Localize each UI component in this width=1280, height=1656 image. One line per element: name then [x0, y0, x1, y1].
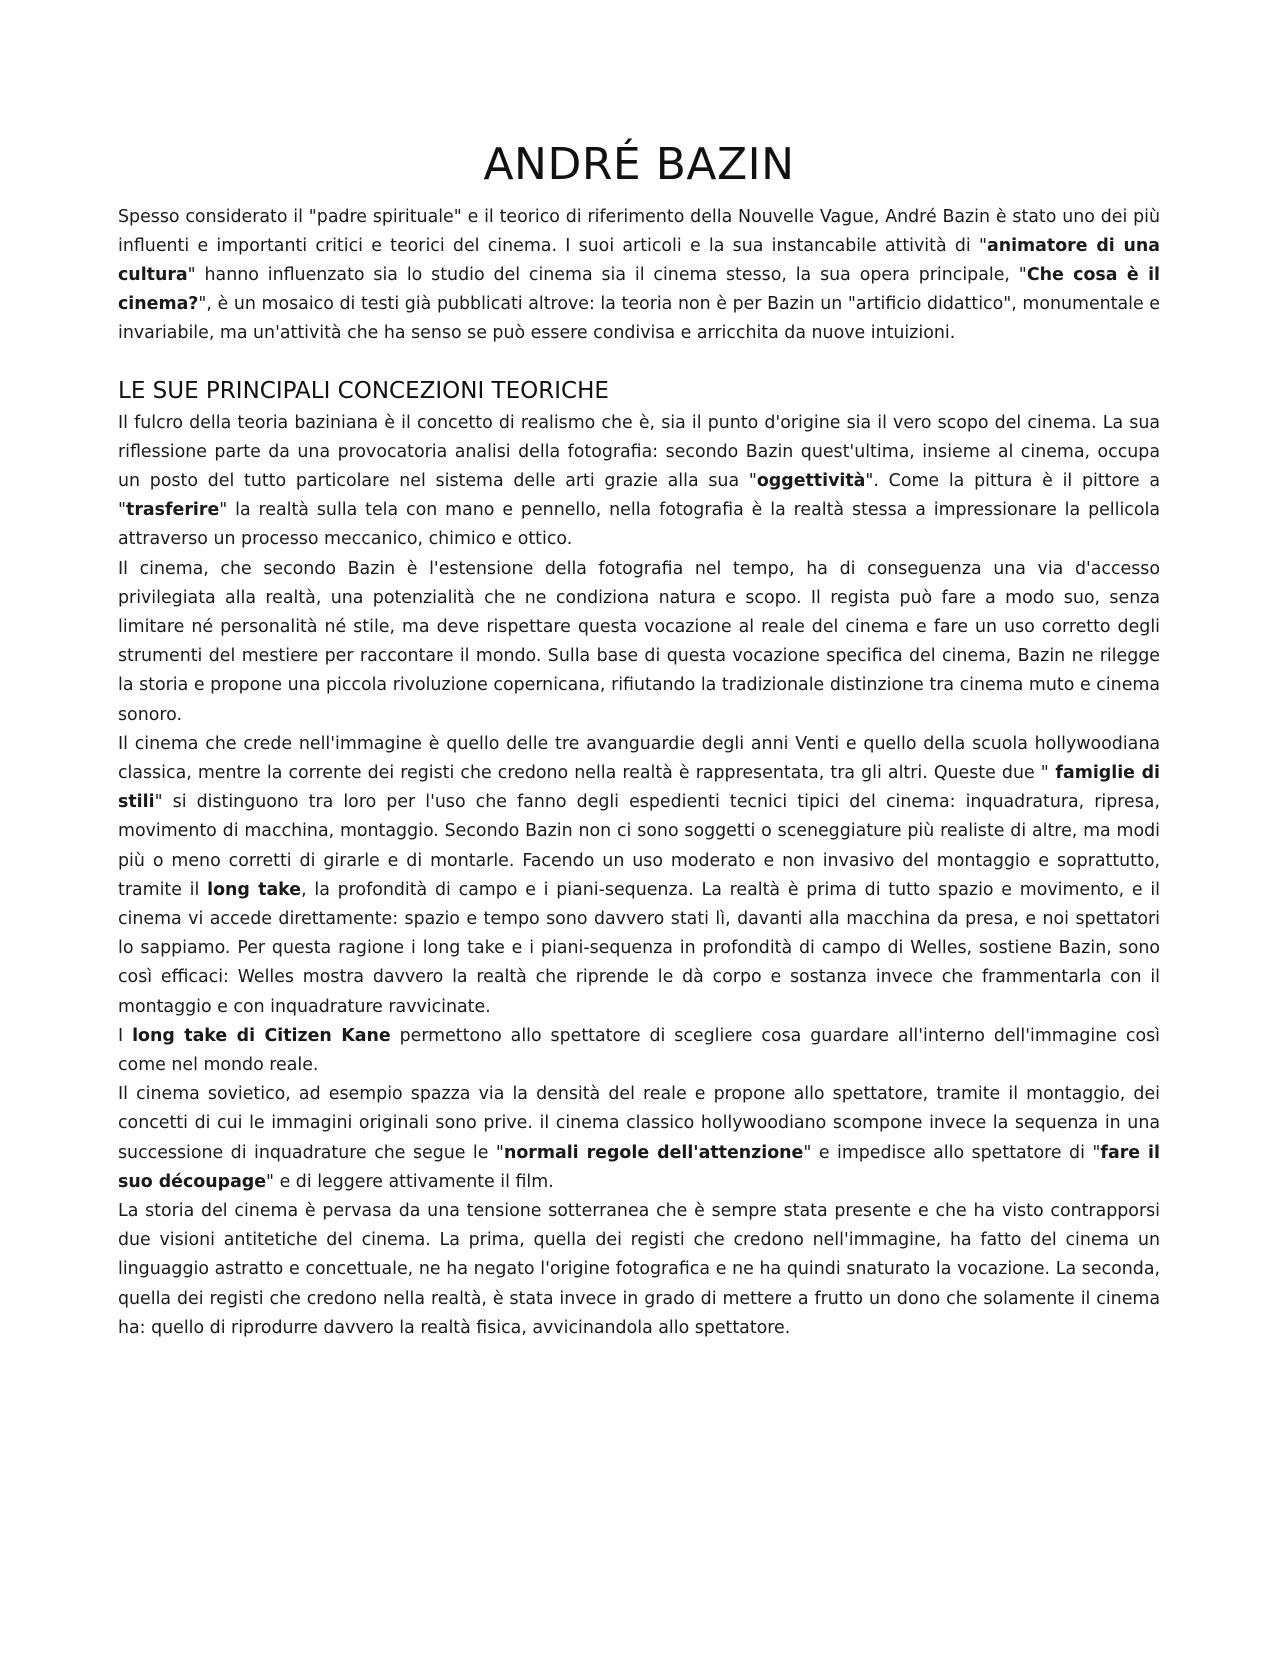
bold-phrase: fare il suo découpage — [118, 1142, 1160, 1192]
bold-phrase: oggettività — [756, 470, 866, 491]
text-run: , la profondità di campo e i piani-sequenza. La realtà è prima di tutto spazio e movimento, e il cinema vi accede direttamente: spazio e tempo sono davvero stati lì, davanti alla macchina da presa, e noi spettatori lo sappiamo. Per questa ragione i long take e i piani-sequenza in profondità di campo di Welles, sostiene Bazin, sono così efficaci: Welles mostra davvero la realtà che riprende le dà corpo e sostanza invece che frammentarla con il montaggio e con inquadrature ravvicinate. — [118, 879, 1160, 1017]
document-page — [118, 140, 1160, 1343]
bold-phrase: long take di Citizen Kane — [132, 1025, 391, 1046]
bold-phrase: normali regole dell'attenzione — [503, 1142, 804, 1163]
text-run: " e impedisce allo spettatore di " — [803, 1142, 1101, 1163]
text-run: Il cinema sovietico, ad esempio spazza via la densità del reale e propone allo spettatore, tramite il montaggio, dei concetti di cui le immagini originali sono prive. il cinema classico hollywoodiano scompone invece la sequenza in una successione di inquadrature che segue le " — [118, 1084, 1160, 1163]
bold-phrase: famiglie di stili — [118, 762, 1160, 813]
paragraph-photography-extension: Il cinema, che secondo Bazin è l'estensione della fotografia nel tempo, ha di conseguenza una via d'accesso privilegiata alla realtà, una potenzialità che ne condiziona natura e scopo. Il regista può fare a modo suo, senza limitare né personalità né stile, ma deve rispettare questa vocazione al reale del cinema e fare un uso corretto degli strumenti del mestiere per raccontare il mondo. Sulla base di questa vocazione specifica del cinema, Bazin ne rilegge la storia e propone una piccola rivoluzione copernicana, rifiutando la tradizionale distinzione tra cinema muto e cinema sonoro. — [118, 558, 1160, 725]
text-run: " la realtà sulla tela con mano e pennello, nella fotografia è la realtà stessa a impressionare la pellicola attraverso un processo meccanico, chimico e ottico. — [118, 500, 1160, 550]
paragraph-citizen-kane — [118, 1022, 1160, 1080]
bold-phrase: trasferire — [126, 500, 220, 521]
text-run: ", è un mosaico di testi già pubblicati altrove: la teoria non è per Bazin un "artificio didattico", monumentale e invariabile, ma un'attività che ha senso se può essere condivisa e arricchita da nuove intuizioni. — [118, 294, 1160, 344]
text-run: Il fulcro della teoria baziniana è il concetto di realismo che è, sia il punto d'origine sia il vero scopo del cinema. La sua riflessione parte da una provocatoria analisi della fotografia: secondo Bazin quest'ultima, insieme al cinema, occupa un posto del tutto particolare nel sistema delle arti grazie alla sua " — [118, 412, 1160, 491]
paragraph-history-tension: La storia del cinema è pervasa da una tensione sotterranea che è sempre stata presente e che ha visto contrapporsi due visioni antitetiche del cinema. La prima, quella dei registi che credono nell'immagine, ha fatto del cinema un linguaggio astratto e concettuale, ne ha negato l'origine fotografica e ne ha quindi snaturato la vocazione. La seconda, quella dei registi che credono nella realtà, è stata invece in grado di mettere a frutto un dono che solamente il cinema ha: quello di riprodurre davvero la realtà fisica, avvicinandola allo spettatore. — [118, 1200, 1160, 1338]
intro-paragraph — [118, 203, 1160, 349]
paragraph-style-families — [118, 730, 1160, 1022]
bold-phrase: long take — [207, 879, 302, 900]
bold-phrase: animatore di una cultura — [118, 235, 1160, 285]
text-run: Il cinema che crede nell'immagine è quello delle tre avanguardie degli anni Venti e quello della scuola hollywoodiana classica, mentre la corrente dei registi che credono nella realtà è rappresentata, tra gli altri. Queste due " — [118, 733, 1160, 783]
text-run: Spesso considerato il "padre spirituale" e il teorico di riferimento della Nouvelle Vague, André Bazin è stato uno dei più influenti e importanti critici e teorici del cinema. I suoi articoli e la sua instancabile attività di " — [118, 206, 1160, 256]
section-heading: LE SUE PRINCIPALI CONCEZIONI TEORICHE — [118, 377, 609, 404]
text-run: I — [118, 1025, 133, 1046]
bold-phrase: Che cosa è il cinema? — [118, 265, 1160, 315]
document-title: ANDRÉ BAZIN — [483, 139, 795, 190]
text-run: permettono allo spettatore di scegliere cosa guardare all'interno dell'immagine così come nel mondo reale. — [118, 1025, 1160, 1075]
paragraph-realism — [118, 409, 1160, 555]
text-run: " si distinguono tra loro per l'uso che fanno degli espedienti tecnici tipici del cinema: inquadratura, ripresa, movimento di macchina, montaggio. Secondo Bazin non ci sono soggetti o sceneggiature più realiste di altre, ma modi più o meno corretti di girarle e di montarle. Facendo un uso moderato e non invasivo del montaggio e soprattutto, tramite il — [118, 792, 1160, 900]
text-run: ". Come la pittura è il pittore a " — [118, 470, 1160, 521]
paragraph-soviet-hollywood — [118, 1080, 1160, 1197]
text-run: " e di leggere attivamente il film. — [266, 1171, 554, 1192]
text-run: " hanno influenzato sia lo studio del cinema sia il cinema stesso, la sua opera principale, " — [187, 265, 1027, 285]
